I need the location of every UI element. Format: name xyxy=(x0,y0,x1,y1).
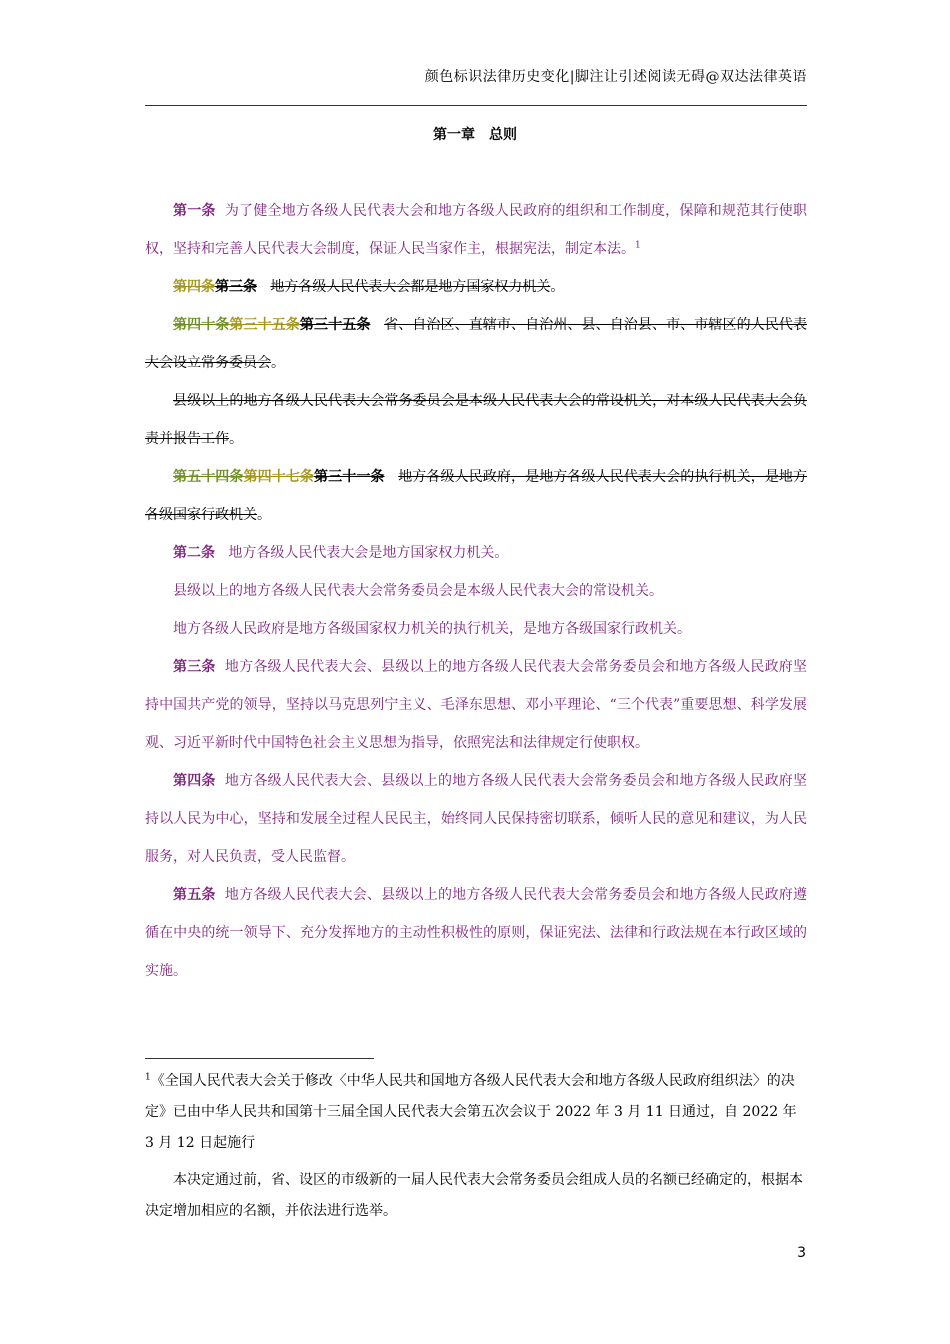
old-article-label: 第三十一条 xyxy=(314,469,385,485)
document-body xyxy=(145,192,807,990)
article-2-para-3 xyxy=(145,610,807,648)
old-article-label: 第四十条 xyxy=(173,317,230,333)
deleted-article-54 xyxy=(145,458,807,534)
article-text: 县级以上的地方各级人民代表大会常务委员会是本级人民代表大会的常设机关。 xyxy=(173,583,663,599)
article-text: 地方各级人民代表大会、县级以上的地方各级人民代表大会常务委员会和地方各级人民政府坚持以人民为中心，坚持和发展全过程人民民主，始终同人民保持密切联系，倾听人民的意见和建议，为人民服务，对人民负责，受人民监督。 xyxy=(145,773,808,865)
punctuation: 。 xyxy=(229,431,243,447)
deleted-text: 县级以上的地方各级人民代表大会常务委员会是本级人民代表大会的常设机关，对本级人民代表大会负责并报告工作 xyxy=(145,393,807,447)
article-text: 地方各级人民政府是地方各级国家权力机关的执行机关，是地方各级国家行政机关。 xyxy=(173,621,691,637)
punctuation: 。 xyxy=(550,279,565,295)
footnote-divider xyxy=(145,1058,374,1059)
article-3 xyxy=(145,648,807,762)
deleted-text: 地方各级人民政府，是地方各级人民代表大会的执行机关，是地方各级国家行政机关 xyxy=(145,469,808,523)
header-divider xyxy=(145,105,807,106)
article-label: 第一条 xyxy=(173,203,216,219)
old-article-label: 第四条 xyxy=(173,279,215,295)
deleted-text: 省、自治区、直辖市、自治州、县、自治县、市、市辖区的人民代表大会设立常务委员会 xyxy=(145,317,808,371)
old-article-label: 第四十七条 xyxy=(243,469,315,485)
article-2-para-2 xyxy=(145,572,807,610)
article-text: 为了健全地方各级人民代表大会和地方各级人民政府的组织和工作制度，保障和规范其行使职权，坚持和完善人民代表大会制度，保证人民当家作主，根据宪法，制定本法。 xyxy=(145,203,808,257)
chapter-title: 第一章 总则 xyxy=(433,127,517,143)
footnote-text: 《全国人民代表大会关于修改〈中华人民共和国地方各级人民代表大会和地方各级人民政府组织法〉的决定》已由中华人民共和国第十三届全国人民代表大会第五次会议于 2022 年 3 月 11 日通过，自 2022 年 3 月 12 日起施行 xyxy=(145,1073,797,1151)
deleted-article-4 xyxy=(145,268,807,306)
old-article-label: 第五十四条 xyxy=(173,469,244,485)
footnote-mark: 1 xyxy=(145,1072,151,1083)
article-label: 第五条 xyxy=(173,887,216,903)
article-label: 第三条 xyxy=(173,659,216,675)
old-article-label: 第三十五条 xyxy=(299,317,371,333)
old-article-label: 第三十五条 xyxy=(229,317,300,333)
article-text: 地方各级人民代表大会、县级以上的地方各级人民代表大会常务委员会和地方各级人民政府遵循在中央的统一领导下、充分发挥地方的主动性积极性的原则，保证宪法、法律和行政法规在本行政区域的实施。 xyxy=(145,887,808,979)
article-4 xyxy=(145,762,807,876)
article-label: 第四条 xyxy=(173,773,216,789)
footnote-ref[interactable]: 1 xyxy=(635,240,641,251)
article-2 xyxy=(145,534,807,572)
article-text: 地方各级人民代表大会、县级以上的地方各级人民代表大会常务委员会和地方各级人民政府坚持中国共产党的领导，坚持以马克思列宁主义、毛泽东思想、邓小平理论、“三个代表”重要思想、科学发展观、习近平新时代中国特色社会主义思想为指导，依照宪法和法律规定行使职权。 xyxy=(145,659,808,751)
article-5 xyxy=(145,876,807,990)
article-1 xyxy=(145,192,807,268)
punctuation: 。 xyxy=(271,355,285,371)
footnote xyxy=(145,1066,807,1227)
footnote-paragraph xyxy=(145,1066,807,1159)
article-label: 第二条 xyxy=(173,545,215,561)
page-header: 颜色标识法律历史变化|脚注让引述阅读无碍@双达法律英语 xyxy=(424,69,807,85)
footnote-text: 本决定通过前，省、设区的市级新的一届人民代表大会常务委员会组成人员的名额已经确定的，根据本决定增加相应的名额，并依法进行选举。 xyxy=(145,1172,803,1219)
deleted-paragraph xyxy=(145,382,807,458)
old-article-label: 第三条 xyxy=(215,279,257,295)
article-text: 地方各级人民代表大会是地方国家权力机关。 xyxy=(228,545,509,561)
punctuation: 。 xyxy=(257,507,271,523)
deleted-article-40 xyxy=(145,306,807,382)
page-number: 3 xyxy=(797,1245,806,1261)
footnote-paragraph xyxy=(145,1165,807,1227)
deleted-text: 地方各级人民代表大会都是地方国家权力机关 xyxy=(270,279,551,295)
